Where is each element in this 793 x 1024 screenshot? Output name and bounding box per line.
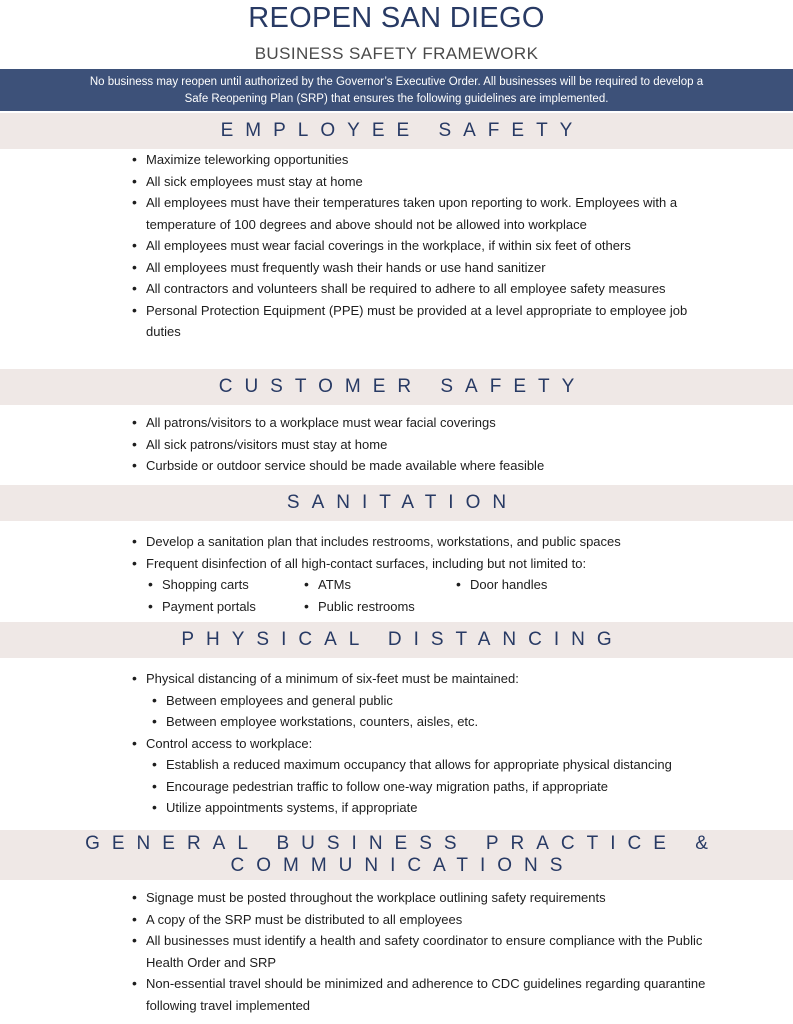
section-heading-customer-safety: CUSTOMER SAFETY <box>0 369 793 405</box>
general-business-list <box>130 887 730 1016</box>
list-item <box>130 733 750 819</box>
list-item: • Door handles <box>454 574 547 596</box>
list-item: • Personal Protection Equipment (PPE) must be provided at a level appropriate to employee job duties <box>130 300 690 343</box>
surfaces-columns <box>146 574 750 617</box>
list-item: • Encourage pedestrian traffic to follow one-way migration paths, if appropriate <box>150 776 750 798</box>
list-item: • All employees must have their temperatures taken upon reporting to work. Employees with a temperature of 100 degrees and above should not be allowed into workplace <box>130 192 690 235</box>
heading-line: GENERAL BUSINESS PRACTICE & <box>85 833 720 854</box>
physical-distancing-list <box>130 668 750 819</box>
list-item: • All patrons/visitors to a workplace must wear facial coverings <box>130 412 730 434</box>
sanitation-list <box>130 531 750 617</box>
list-item: • ATMs <box>302 574 415 596</box>
page-title: REOPEN SAN DIEGO <box>248 2 545 34</box>
section-heading-general-business <box>0 830 793 880</box>
list-item: • All contractors and volunteers shall be required to adhere to all employee safety measures <box>130 278 690 300</box>
list-item: • Non-essential travel should be minimized and adherence to CDC guidelines regarding quarantine following travel implemented <box>130 973 730 1016</box>
surfaces-column <box>146 574 256 617</box>
heading-line: COMMUNICATIONS <box>230 855 575 876</box>
list-item: • All sick employees must stay at home <box>130 171 690 193</box>
list-item: • Curbside or outdoor service should be made available where feasible <box>130 455 730 477</box>
list-item: • Public restrooms <box>302 596 415 618</box>
employee-safety-list <box>130 149 690 343</box>
sub-list <box>146 754 750 819</box>
list-item: • A copy of the SRP must be distributed to all employees <box>130 909 730 931</box>
list-item-text: Physical distancing of a minimum of six-feet must be maintained: <box>146 671 519 686</box>
list-item-text: Control access to workplace: <box>146 735 313 751</box>
surfaces-column <box>302 574 415 617</box>
list-item: • All sick patrons/visitors must stay at home <box>130 434 730 456</box>
list-item: • Signage must be posted throughout the workplace outlining safety requirements <box>130 887 730 909</box>
list-item <box>130 668 750 733</box>
list-item: • All businesses must identify a health and safety coordinator to ensure compliance with the Public Health Order and SRP <box>130 930 730 973</box>
list-item: • Utilize appointments systems, if appropriate <box>150 797 750 819</box>
notice-line: No business may reopen until authorized by the Governor’s Executive Order. All businesses will be required to develop a <box>89 76 704 88</box>
section-heading-physical-distancing: PHYSICAL DISTANCING <box>0 622 793 658</box>
list-item: • All employees must wear facial coverings in the workplace, if within six feet of others <box>130 235 690 257</box>
list-item: • Between employees and general public <box>150 690 750 712</box>
section-heading-employee-safety: EMPLOYEE SAFETY <box>0 113 793 149</box>
surfaces-column <box>454 574 547 596</box>
list-item-text: Frequent disinfection of all high-contact surfaces, including but not limited to: <box>146 555 587 571</box>
list-item: • Maximize teleworking opportunities <box>130 149 690 171</box>
section-heading-sanitation: SANITATION <box>0 485 793 521</box>
list-item: • Payment portals <box>146 596 256 618</box>
list-item: • Develop a sanitation plan that includes restrooms, workstations, and public spaces <box>130 531 750 553</box>
sub-list <box>146 690 750 733</box>
page-subtitle: BUSINESS SAFETY FRAMEWORK <box>254 44 539 63</box>
list-item: • Between employee workstations, counters, aisles, etc. <box>150 711 750 733</box>
customer-safety-list <box>130 412 730 477</box>
list-item: • Shopping carts <box>146 574 256 596</box>
list-item: • All employees must frequently wash their hands or use hand sanitizer <box>130 257 690 279</box>
notice-banner <box>0 69 793 111</box>
list-item: • Establish a reduced maximum occupancy that allows for appropriate physical distancing <box>150 754 750 776</box>
notice-line: Safe Reopening Plan (SRP) that ensures the following guidelines are implemented. <box>184 93 609 105</box>
list-item <box>130 553 750 618</box>
